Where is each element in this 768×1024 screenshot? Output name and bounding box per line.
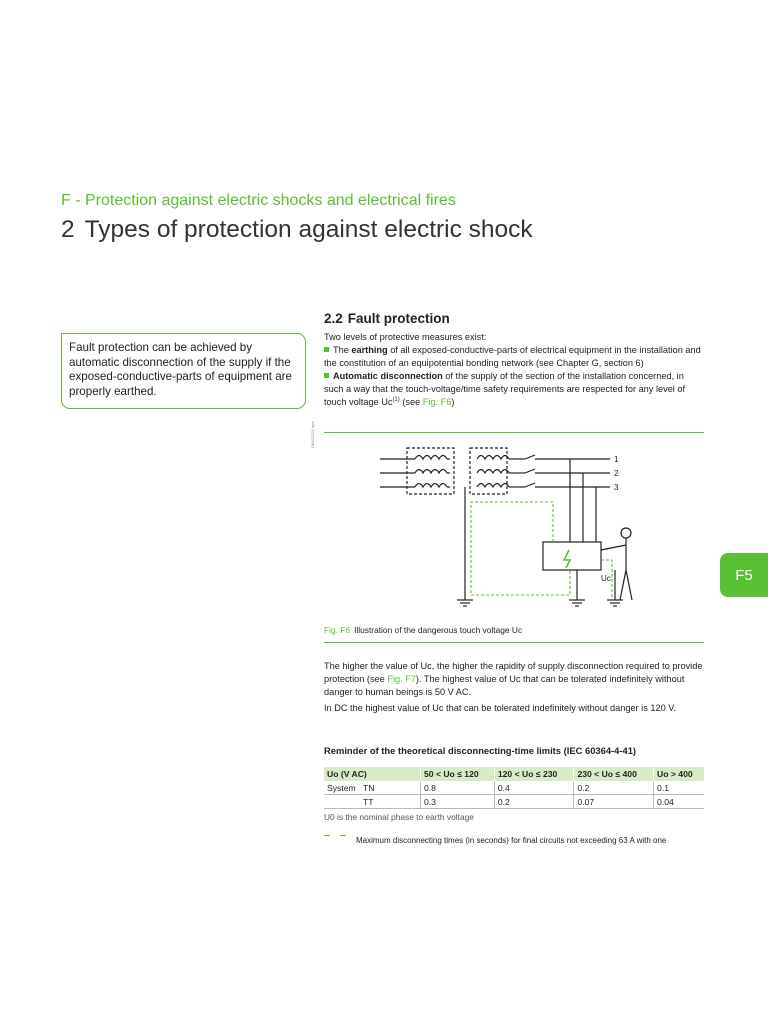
dc-limit-text: In DC the highest value of Uc that can be tolerated indefinitely without danger is 120 V. bbox=[324, 703, 677, 713]
page-tab[interactable]: F5 bbox=[720, 553, 768, 597]
figure-caption-text: Illustration of the dangerous touch voltage Uc bbox=[354, 625, 523, 635]
dash-marker-icon bbox=[324, 835, 330, 836]
figure-caption bbox=[324, 625, 704, 635]
divider-top bbox=[324, 432, 704, 433]
table-header-cell: 50 < Uo ≤ 120 bbox=[421, 767, 495, 781]
table-row bbox=[324, 795, 704, 809]
bullet-earthing: The earthing of all exposed-conductive-parts of electrical equipment in the installation and the constitution of an equipotential bonding network (see Chapter G, section 6) bbox=[324, 345, 701, 368]
table-cell: 0.8 bbox=[421, 781, 495, 795]
dash-marker-icon bbox=[340, 835, 346, 836]
figure-file-code: DB422021.eps bbox=[310, 421, 315, 448]
bullet-automatic-disconnection: Automatic disconnection of the supply of the section of the installation concerned, in such a way that the touch-voltage/time safety requirements are respected for any level of touch voltage Uc$^{(1)}$ (see Fig. F6) bbox=[324, 371, 686, 407]
touch-voltage-diagram bbox=[355, 440, 665, 615]
footer-caption: Maximum disconnecting times (in seconds) for final circuits not exceeding 63 A with one bbox=[324, 835, 704, 845]
system-type: TT bbox=[363, 796, 374, 807]
figure-label: Fig. F6 bbox=[324, 625, 351, 635]
sidebar-summary-box: Fault protection can be achieved by automatic disconnection of the supply if the exposed-conductive-parts of equipment are properly earthed. bbox=[61, 333, 306, 409]
table-cell: 0.04 bbox=[654, 795, 704, 809]
system-label: System bbox=[327, 782, 356, 793]
intro-paragraph bbox=[324, 331, 704, 409]
section-number: 2 bbox=[61, 216, 75, 243]
section-title-text: Types of protection against electric shock bbox=[84, 216, 533, 243]
table-header-row bbox=[324, 767, 704, 781]
bullet-square-icon bbox=[324, 373, 329, 378]
table-header-cell: 230 < Uo ≤ 400 bbox=[574, 767, 654, 781]
table-header-cell: Uo (V AC) bbox=[324, 767, 421, 781]
phase-label-1: 1 bbox=[614, 455, 619, 464]
uc-label: Uc bbox=[601, 574, 611, 583]
uc-paragraph: The higher the value of Uc, the higher the rapidity of supply disconnection required to provide protection (see Fig. F7). The highest value of Uc that can be tolerated indefinitely without danger to human beings is 50 V AC. In DC the highest value of Uc that can be tolerated indefinitely without danger is 120 V. bbox=[324, 661, 703, 713]
table-header-cell: Uo > 400 bbox=[654, 767, 704, 781]
table-cell: 0.07 bbox=[574, 795, 654, 809]
bullet-square-icon bbox=[324, 347, 329, 352]
figure-reference-link[interactable]: Fig. F6 bbox=[422, 397, 452, 407]
phase-label-3: 3 bbox=[614, 483, 619, 492]
table-cell: 0.1 bbox=[654, 781, 704, 795]
lightning-icon bbox=[564, 550, 570, 568]
figure-f7-link[interactable]: Fig. F7 bbox=[387, 674, 416, 684]
disconnecting-time-table bbox=[324, 767, 704, 809]
fault-current-loop bbox=[471, 502, 570, 595]
phase-label-2: 2 bbox=[614, 469, 619, 478]
table-cell: 0.2 bbox=[574, 781, 654, 795]
subsection-number: 2.2 bbox=[324, 311, 343, 326]
chapter-heading: F - Protection against electric shocks and electrical fires bbox=[61, 192, 456, 209]
table-cell: 0.4 bbox=[494, 781, 574, 795]
intro-lead: Two levels of protective measures exist: bbox=[324, 332, 487, 342]
system-type: TN bbox=[363, 782, 375, 793]
table-header-cell: 120 < Uo ≤ 230 bbox=[494, 767, 574, 781]
table-note: U0 is the nominal phase to earth voltage bbox=[324, 812, 474, 822]
section-title bbox=[61, 216, 533, 244]
subsection-title-text: Fault protection bbox=[347, 311, 450, 326]
table-cell: 0.2 bbox=[494, 795, 574, 809]
subsection-title bbox=[324, 311, 704, 326]
table-row bbox=[324, 781, 704, 795]
table-title: Reminder of the theoretical disconnecting-time limits (IEC 60364-4-41) bbox=[324, 745, 637, 756]
table-cell: 0.3 bbox=[421, 795, 495, 809]
divider-bottom bbox=[324, 642, 704, 643]
